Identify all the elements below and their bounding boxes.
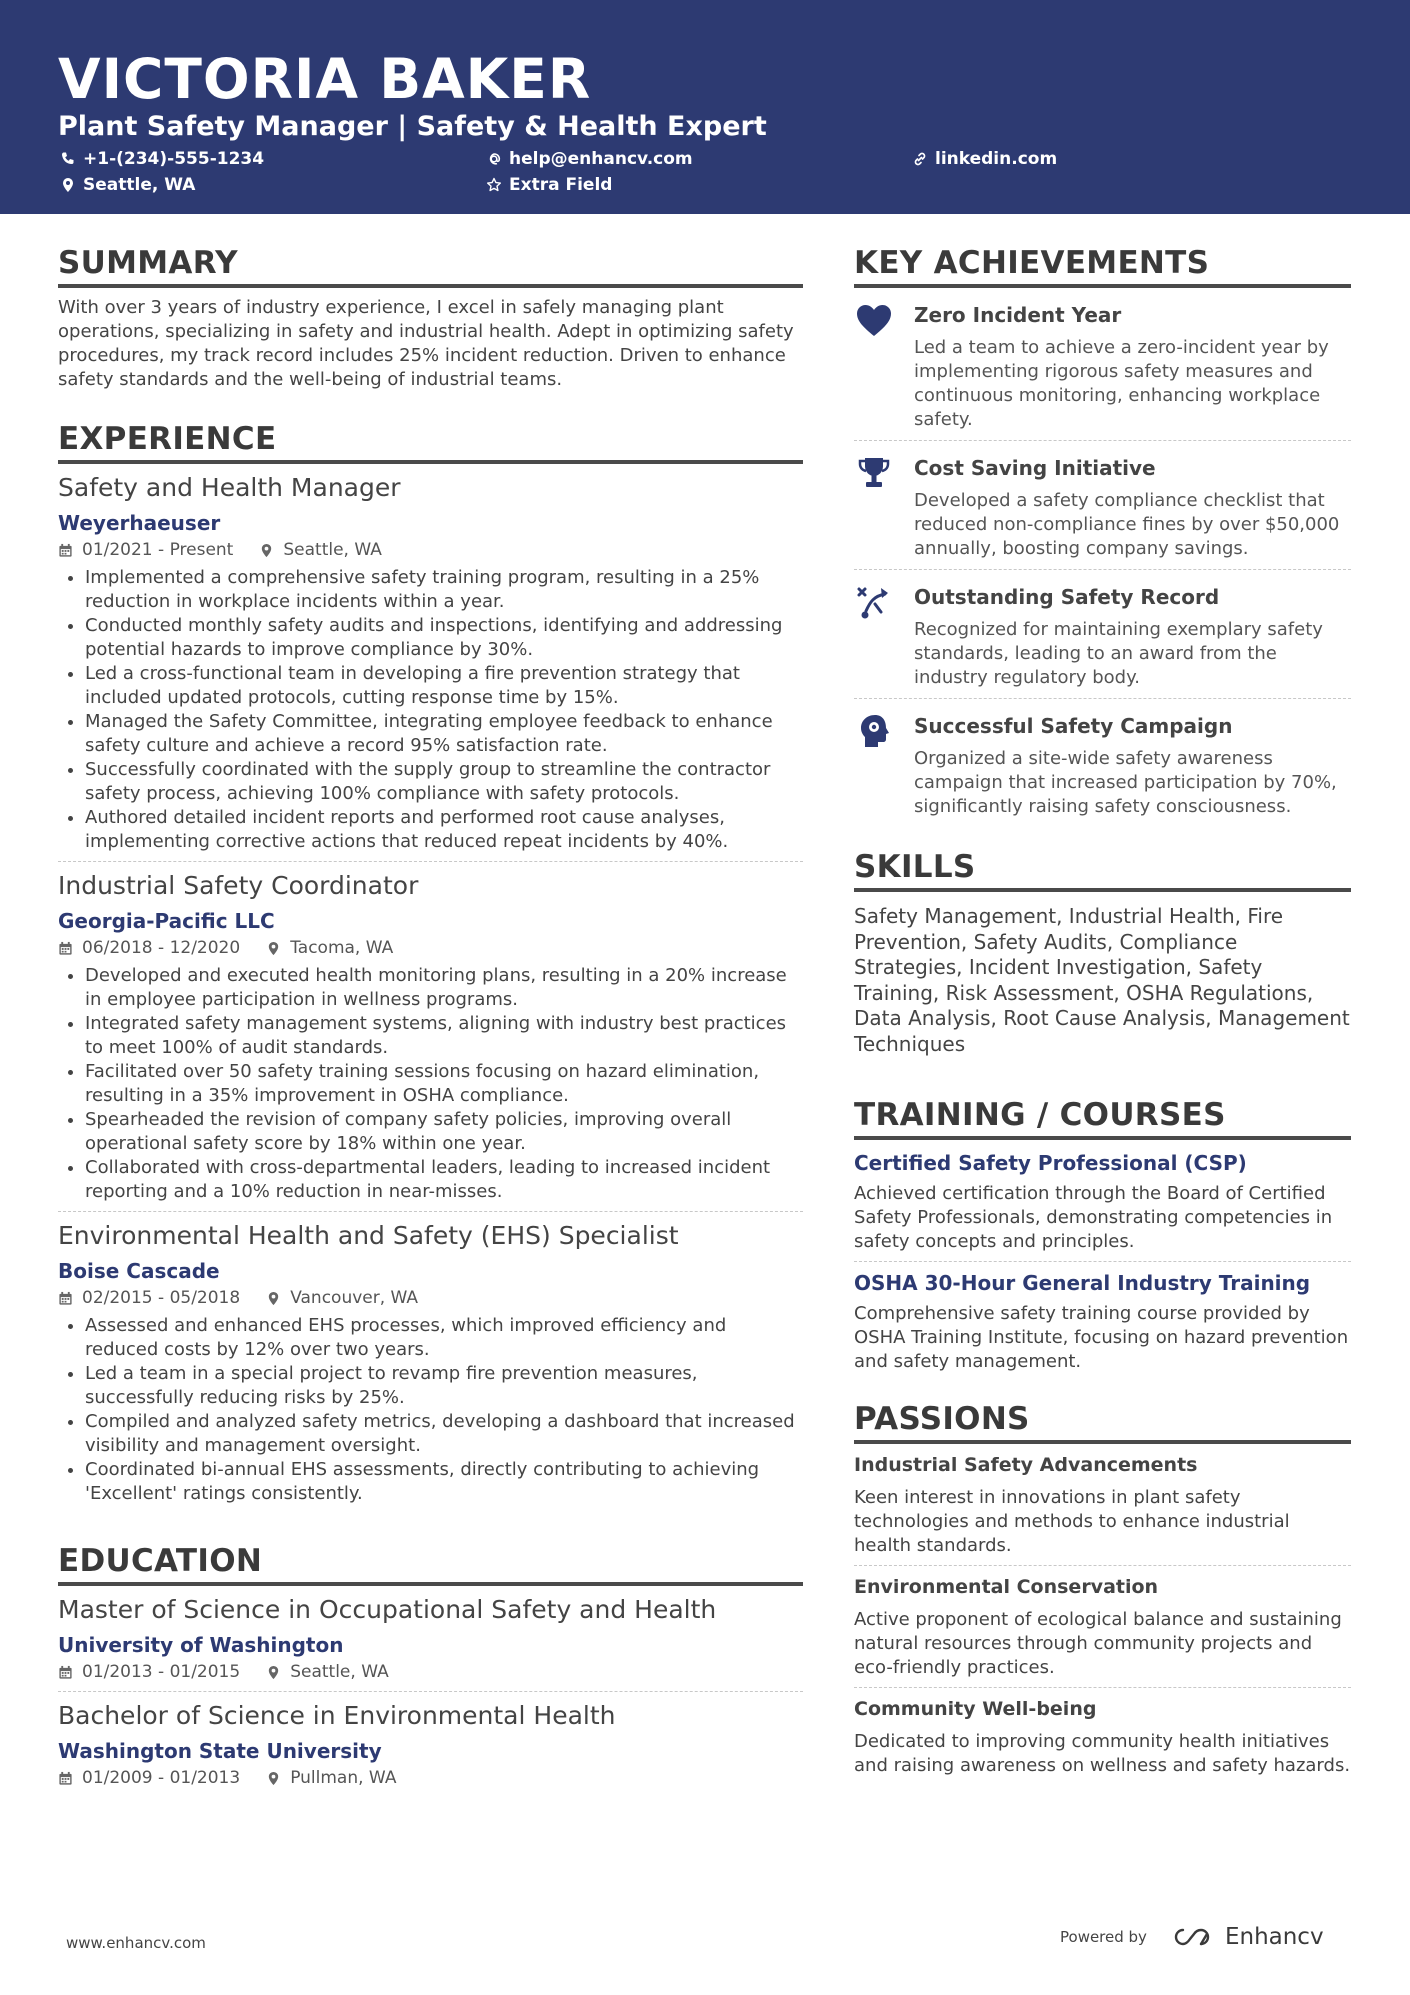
achievements-heading: KEY ACHIEVEMENTS: [854, 244, 1351, 288]
location-pin-icon: [259, 543, 274, 558]
contact-extra: [486, 174, 612, 196]
course-title: OSHA 30-Hour General Industry Training: [854, 1271, 1311, 1295]
brand-name: Enhancv: [1224, 1924, 1324, 1950]
passions-heading: PASSIONS: [854, 1400, 1351, 1444]
star-icon: [486, 177, 502, 193]
phone-text: +1-(234)-555-1234: [83, 149, 265, 169]
passion-desc: Active proponent of ecological balance and sustaining natural resources through community projects and eco-friendly practices.: [854, 1609, 1342, 1678]
contact-email[interactable]: [486, 148, 693, 170]
calendar-icon: [58, 941, 73, 956]
divider: [854, 440, 1351, 441]
location-pin-icon: [266, 1665, 281, 1680]
company-name: Boise Cascade: [58, 1259, 220, 1283]
achievement-title: Cost Saving Initiative: [914, 456, 1156, 480]
divider: [854, 698, 1351, 699]
summary-heading: SUMMARY: [58, 244, 803, 288]
candidate-name: VICTORIA BAKER: [58, 47, 592, 111]
school-name: Washington State University: [58, 1739, 382, 1763]
experience-item: [58, 870, 803, 1204]
experience-heading: EXPERIENCE: [58, 420, 803, 464]
company-name: Georgia-Pacific LLC: [58, 909, 275, 933]
education-dates: 01/2013 - 01/2015: [82, 1662, 241, 1682]
trophy-icon: [854, 453, 894, 493]
experience-section: [58, 420, 803, 1506]
linkedin-text: linkedin.com: [935, 149, 1058, 169]
job-bullet: • Implemented a comprehensive safety training program, resulting in a 25% reduction in workplace incidents within a year.: [85, 566, 803, 614]
job-meta: [58, 936, 803, 960]
job-title: Safety and Health Manager: [58, 473, 401, 502]
achievement-title: Zero Incident Year: [914, 303, 1122, 327]
education-item: [58, 1594, 803, 1684]
education-location: Seattle, WA: [290, 1662, 389, 1682]
skills-heading: SKILLS: [854, 848, 1351, 892]
training-section: [854, 1096, 1351, 1374]
job-title: Industrial Safety Coordinator: [58, 871, 419, 900]
achievement-desc: Led a team to achieve a zero-incident year by implementing rigorous safety measures and continuous monitoring, enhancing workplace safety.: [914, 337, 1329, 430]
job-dates: 02/2015 - 05/2018: [82, 1288, 241, 1308]
achievement-item: [854, 709, 1351, 827]
job-bullet: • Led a team in a special project to revamp fire prevention measures, successfully reducing risks by 25%.: [85, 1362, 803, 1410]
job-bullet: • Coordinated bi-annual EHS assessments, directly contributing to achieving 'Excellent' ratings consistently.: [85, 1458, 803, 1506]
job-meta: [58, 1286, 803, 1310]
summary-text: With over 3 years of industry experience, I excel in safely managing plant operations, specializing in safety and industrial health. Adept in optimizing safety procedures, my track record includes 25% incident reduction. Driven to enhance safety standards and the well-being of industrial teams.: [58, 297, 794, 390]
school-name: University of Washington: [58, 1633, 344, 1657]
training-heading: TRAINING / COURSES: [854, 1096, 1351, 1140]
job-bullet: • Compiled and analyzed safety metrics, developing a dashboard that increased visibility and management oversight.: [85, 1410, 803, 1458]
enhancv-logo: [1169, 1924, 1324, 1950]
achievement-item: [854, 451, 1351, 569]
achievement-desc: Recognized for maintaining exemplary safety standards, leading to an award from the industry regulatory body.: [914, 619, 1323, 688]
powered-by-text: Powered by: [1060, 1928, 1147, 1946]
course-desc: Comprehensive safety training course provided by OSHA Training Institute, focusing on hazard prevention and safety management.: [854, 1303, 1349, 1372]
passions-section: [854, 1400, 1351, 1778]
experience-item: [58, 1220, 803, 1506]
course-item: [854, 1150, 1351, 1254]
passion-title: Community Well-being: [854, 1698, 1097, 1720]
achievement-desc: Developed a safety compliance checklist that reduced non-compliance fines by over $50,000 annually, boosting company savings.: [914, 490, 1340, 559]
calendar-icon: [58, 1665, 73, 1680]
achievement-desc: Organized a site-wide safety awareness campaign that increased participation by 70%, significantly raising safety consciousness.: [914, 748, 1337, 817]
location-pin-icon: [266, 1771, 281, 1786]
strategy-icon: [854, 582, 894, 622]
job-bullet: • Integrated safety management systems, aligning with industry best practices to meet 100% of audit standards.: [85, 1012, 803, 1060]
job-bullet: • Successfully coordinated with the supply group to streamline the contractor safety process, achieving 100% compliance with safety protocols.: [85, 758, 803, 806]
passion-item: [854, 1574, 1351, 1680]
job-location: Vancouver, WA: [290, 1288, 419, 1308]
calendar-icon: [58, 1771, 73, 1786]
contact-phone[interactable]: [60, 148, 264, 170]
resume-header: [0, 0, 1410, 214]
heart-icon: [854, 300, 894, 340]
job-bullets: [58, 964, 803, 1204]
divider: [58, 861, 803, 862]
job-bullet: • Led a cross-functional team in developing a fire prevention strategy that included updated protocols, cutting response time by 15%.: [85, 662, 803, 710]
passion-title: Environmental Conservation: [854, 1576, 1159, 1598]
job-bullet: • Spearheaded the revision of company safety policies, improving overall operational safety score by 18% within one year.: [85, 1108, 803, 1156]
candidate-headline: Plant Safety Manager | Safety & Health Expert: [58, 111, 767, 142]
passion-item: [854, 1452, 1351, 1558]
job-title: Environmental Health and Safety (EHS) Specialist: [58, 1221, 679, 1250]
summary-section: [58, 244, 803, 392]
education-item: [58, 1700, 803, 1790]
divider: [854, 569, 1351, 570]
extra-field-text: Extra Field: [509, 175, 613, 195]
contact-linkedin[interactable]: [912, 148, 1057, 170]
divider: [58, 1691, 803, 1692]
job-bullet: • Facilitated over 50 safety training sessions focusing on hazard elimination, resulting in a 35% improvement in OSHA compliance.: [85, 1060, 803, 1108]
at-icon: [486, 151, 502, 167]
degree-title: Master of Science in Occupational Safety and Health: [58, 1595, 717, 1624]
achievement-title: Successful Safety Campaign: [914, 714, 1233, 738]
achievement-item: [854, 298, 1351, 440]
education-location: Pullman, WA: [290, 1768, 397, 1788]
course-desc: Achieved certification through the Board of Certified Safety Professionals, demonstrating competencies in safety concepts and principles.: [854, 1183, 1333, 1252]
job-location: Seattle, WA: [283, 540, 382, 560]
job-bullet: • Managed the Safety Committee, integrating employee feedback to enhance safety culture and achieve a record 95% satisfaction rate.: [85, 710, 803, 758]
job-bullet: • Conducted monthly safety audits and inspections, identifying and addressing potential hazards to improve compliance by 30%.: [85, 614, 803, 662]
course-item: [854, 1270, 1351, 1374]
achievements-section: [854, 244, 1351, 827]
enhancv-logo-icon: [1169, 1924, 1219, 1950]
job-location: Tacoma, WA: [290, 938, 394, 958]
company-name: Weyerhaeuser: [58, 511, 221, 535]
contact-location: [60, 174, 195, 196]
divider: [854, 1687, 1351, 1688]
location-pin-icon: [60, 177, 76, 193]
divider: [854, 1565, 1351, 1566]
education-meta: [58, 1660, 803, 1684]
job-meta: [58, 538, 803, 562]
skills-text: Safety Management, Industrial Health, Fire Prevention, Safety Audits, Compliance Strategies, Incident Investigation, Safety Training, Risk Assessment, OSHA Regulations, Data Analysis, Root Cause Analysis, Management Techniques: [854, 904, 1350, 1056]
skills-section: [854, 848, 1351, 1057]
passion-title: Industrial Safety Advancements: [854, 1454, 1198, 1476]
head-idea-icon: [854, 711, 894, 751]
location-text: Seattle, WA: [83, 175, 196, 195]
education-heading: EDUCATION: [58, 1542, 803, 1586]
email-text: help@enhancv.com: [509, 149, 693, 169]
job-bullet: • Developed and executed health monitoring plans, resulting in a 20% increase in employee participation in wellness programs.: [85, 964, 803, 1012]
calendar-icon: [58, 1291, 73, 1306]
location-pin-icon: [266, 1291, 281, 1306]
achievement-item: [854, 580, 1351, 698]
education-section: [58, 1542, 803, 1794]
job-dates: 01/2021 - Present: [82, 540, 234, 560]
divider: [58, 1211, 803, 1212]
passion-item: [854, 1696, 1351, 1778]
course-title: Certified Safety Professional (CSP): [854, 1151, 1247, 1175]
experience-item: [58, 472, 803, 854]
achievement-title: Outstanding Safety Record: [914, 585, 1220, 609]
job-bullets: [58, 566, 803, 854]
job-bullet: • Authored detailed incident reports and performed root cause analyses, implementing corrective actions that reduced repeat incidents by 40%.: [85, 806, 803, 854]
job-bullet: • Collaborated with cross-departmental leaders, leading to increased incident reporting and a 10% reduction in near-misses.: [85, 1156, 803, 1204]
footer-branding[interactable]: [1060, 1924, 1324, 1950]
location-pin-icon: [266, 941, 281, 956]
job-bullet: • Assessed and enhanced EHS processes, which improved efficiency and reduced costs by 12% over two years.: [85, 1314, 803, 1362]
link-icon: [912, 151, 928, 167]
degree-title: Bachelor of Science in Environmental Health: [58, 1701, 616, 1730]
divider: [854, 1261, 1351, 1262]
education-dates: 01/2009 - 01/2013: [82, 1768, 241, 1788]
job-bullets: [58, 1314, 803, 1506]
footer-website-link[interactable]: www.enhancv.com: [66, 1934, 206, 1952]
education-meta: [58, 1766, 803, 1790]
passion-desc: Dedicated to improving community health initiatives and raising awareness on wellness and safety hazards.: [854, 1731, 1351, 1776]
phone-icon: [60, 151, 76, 167]
passion-desc: Keen interest in innovations in plant safety technologies and methods to enhance industrial health standards.: [854, 1487, 1290, 1556]
calendar-icon: [58, 543, 73, 558]
job-dates: 06/2018 - 12/2020: [82, 938, 241, 958]
